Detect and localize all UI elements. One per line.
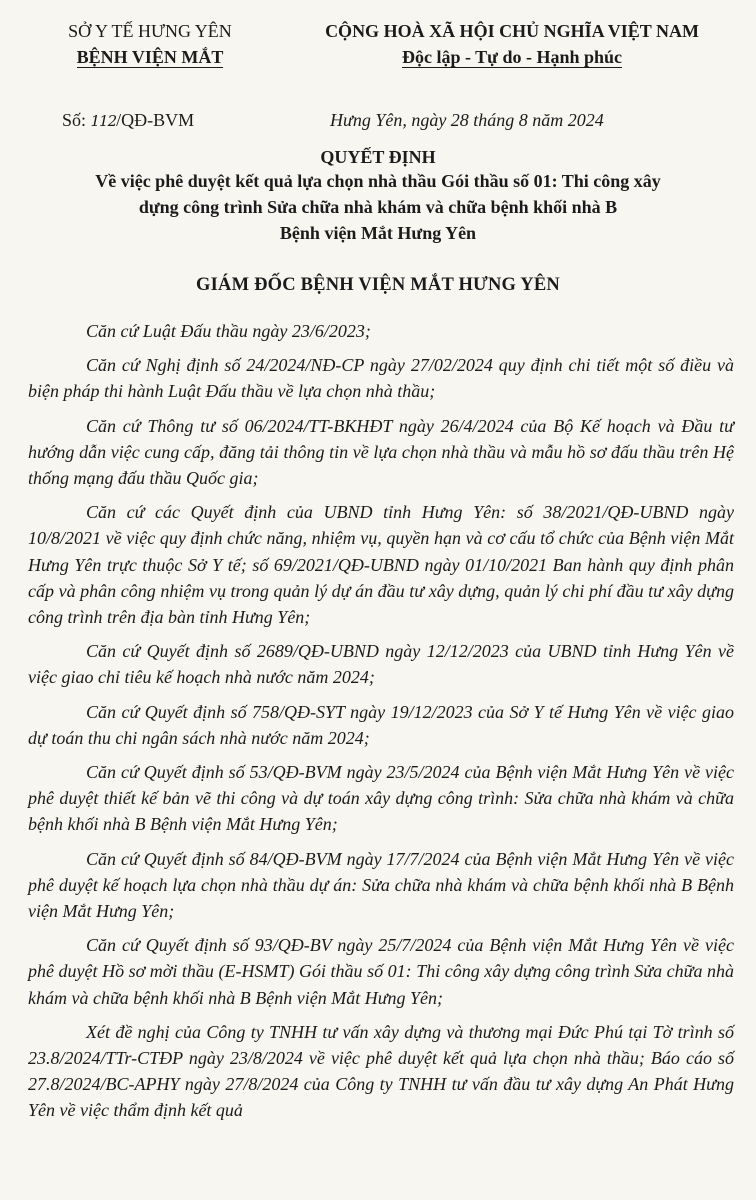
legal-basis-paragraph: Căn cứ Nghị định số 24/2024/NĐ-CP ngày 27/02/2024 quy định chi tiết một số điều và biện pháp thi hành Luật Đấu thầu về lựa chọn nhà thầu;: [28, 355, 734, 402]
issuing-agency: [30, 18, 270, 70]
legal-basis-paragraph: Căn cứ Quyết định số 758/QĐ-SYT ngày 19/12/2023 của Sở Y tế Hưng Yên về việc giao dự toán thu chi ngân sách nhà nước năm 2024;: [28, 701, 734, 748]
national-motto: Độc lập - Tự do - Hạnh phúc: [401, 47, 623, 67]
legal-basis-paragraph: Căn cứ Thông tư số 06/2024/TT-BKHĐT ngày 26/4/2024 của Bộ Kế hoạch và Đầu tư hướng dẫn việc cung cấp, đăng tải thông tin về lựa chọn nhà thầu và mẫu hồ sơ đấu thầu trên Hệ thống mạng đấu thầu Quốc gia;: [28, 415, 734, 489]
document-header: [0, 18, 756, 78]
legal-basis-paragraph: Căn cứ Quyết định số 53/QĐ-BVM ngày 23/5/2024 của Bệnh viện Mắt Hưng Yên về việc phê duyệt thiết kế bản vẽ thi công và dự toán xây dựng công trình: Sửa chữa nhà khám và chữa bệnh khối nhà B Bệnh viện Mắt Hưng Yên;: [28, 762, 734, 835]
subject-line: dựng công trình Sửa chữa nhà khám và chữa bệnh khối nhà B: [138, 197, 618, 217]
legal-basis-paragraph: Căn cứ Luật Đấu thầu ngày 23/6/2023;: [86, 321, 371, 341]
legal-basis-paragraph: Căn cứ các Quyết định của UBND tỉnh Hưng Yên: số 38/2021/QĐ-UBND ngày 10/8/2021 về việc quy định chức năng, nhiệm vụ, quyền hạn và cơ cấu tổ chức của Bệnh viện Mắt Hưng Yên trực thuộc Sở Y tế; số 69/2021/QĐ-UBND ngày 01/10/2021 Ban hành quy định phân cấp và phân công nhiệm vụ trong quản lý dự án đầu tư xây dựng, quản lý chi phí đầu tư xây dựng công trình trên địa bàn tỉnh Hưng Yên;: [28, 502, 734, 628]
agency-name: BỆNH VIỆN MẮT: [76, 47, 224, 67]
document-number: Số: 112/QĐ-BVM: [62, 110, 195, 130]
document-subject: [40, 168, 716, 246]
handwritten-number: 112: [90, 112, 117, 130]
document-body: [28, 318, 734, 1132]
legal-basis-paragraph: Căn cứ Quyết định số 93/QĐ-BV ngày 25/7/2024 của Bệnh viện Mắt Hưng Yên về việc phê duyệt Hồ sơ mời thầu (E-HSMT) Gói thầu số 01: Thi công xây dựng công trình Sửa chữa nhà khám và chữa bệnh khối nhà B Bệnh viện Mắt Hưng Yên;: [28, 935, 734, 1008]
country-name: CỘNG HOÀ XÃ HỘI CHỦ NGHĨA VIỆT NAM: [325, 21, 699, 41]
place-date: Hưng Yên, ngày 28 tháng 8 năm 2024: [330, 110, 604, 130]
legal-basis-paragraph: Căn cứ Quyết định số 84/QĐ-BVM ngày 17/7/2024 của Bệnh viện Mắt Hưng Yên về việc phê duyệt kế hoạch lựa chọn nhà thầu dự án: Sửa chữa nhà khám và chữa bệnh khối nhà B Bệnh viện Mắt Hưng Yên;: [28, 848, 734, 922]
national-title: [272, 18, 752, 70]
issuer-title: GIÁM ĐỐC BỆNH VIỆN MẮT HƯNG YÊN: [196, 275, 560, 295]
legal-basis-paragraph: Căn cứ Quyết định số 2689/QĐ-UBND ngày 12/12/2023 của UBND tỉnh Hưng Yên về việc giao chỉ tiêu kế hoạch nhà nước năm 2024;: [28, 641, 734, 688]
subject-line: Về việc phê duyệt kết quả lựa chọn nhà thầu Gói thầu số 01: Thi công xây: [95, 171, 661, 191]
document-type: QUYẾT ĐỊNH: [320, 147, 436, 167]
proposal-paragraph: Xét đề nghị của Công ty TNHH tư vấn xây dựng và thương mại Đức Phú tại Tờ trình số 23.8/2024/TTr-CTĐP ngày 23/8/2024 về việc phê duyệt kết quả lựa chọn nhà thầu; Báo cáo số 27.8/2024/BC-APHY ngày 27/8/2024 của Công ty TNHH tư vấn đầu tư xây dựng An Phát Hưng Yên về việc thẩm định kết quả: [28, 1021, 734, 1121]
parent-agency: SỞ Y TẾ HƯNG YÊN: [68, 21, 232, 41]
subject-line: Bệnh viện Mắt Hưng Yên: [279, 223, 477, 243]
